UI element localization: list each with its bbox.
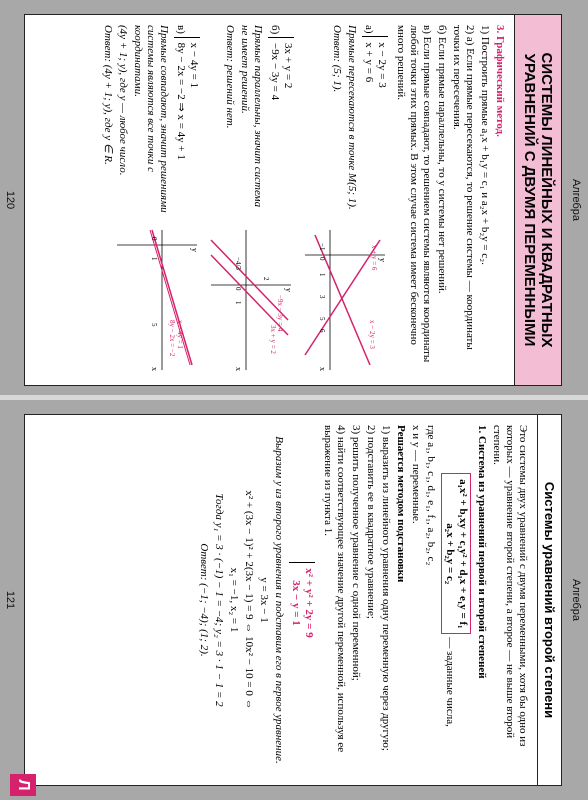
example-answer: Ответ: (−1; −4); (1; 2). xyxy=(198,543,210,657)
example-note: Выразим y из второго уравнения и подставим его в первое уравнение. xyxy=(273,436,285,764)
tick-label: −1 xyxy=(318,243,326,251)
page-number: 120 xyxy=(4,190,16,210)
equation: a₁x² + b₁xy + c₁y² + d₁x + e₁y = f₁ xyxy=(457,479,469,629)
second-degree-section xyxy=(189,415,537,785)
substitution-result: ⇒ x = 4y + 1 xyxy=(175,102,187,160)
line-1-label: x − 4y = 1 xyxy=(176,320,184,349)
line-2-label: −9x − 3y = 4 xyxy=(276,295,284,332)
equation: x² + y² + 2y = 9 xyxy=(303,568,315,638)
example-step: Тогда y₁ = 3 · (−1) − 1 = −4; y₂ = 3 · 1 − 1 = 2 xyxy=(213,493,225,707)
example-step: x² + (3x − 1)² + 2(3x − 1) = 9 ⇔ 10x² − 10 = 0 ⇔ xyxy=(243,490,255,710)
method-title: Графический метод. xyxy=(494,36,506,137)
running-head: Алгебра xyxy=(570,578,582,622)
tick-label: 0 xyxy=(234,287,242,291)
method-step-4: 4) найти соответствующее значение другой переменной, используя ее выражение из пункта 1. xyxy=(322,425,347,753)
running-head: Алгебра xyxy=(570,178,582,222)
equation: −9x − 3y = 4 xyxy=(269,43,281,101)
variables-text: x и y — переменные. xyxy=(410,425,422,524)
method-step-1: 1) выразить из линейного уравнения одну переменную через другую; xyxy=(380,425,392,751)
tick-label: 1 xyxy=(318,273,326,277)
subsection-title: 1. Система из уравнений первой и второй степеней xyxy=(476,425,488,679)
tick-label: 6 xyxy=(318,329,326,333)
equation: 3x + y = 2 xyxy=(282,43,294,89)
method-section xyxy=(93,15,514,385)
equation: a₂x + b₂y = c₂ xyxy=(444,523,456,585)
equation: x − 2y = 3 xyxy=(376,42,388,88)
example-step: x₁ = −1, x₂ = 1 xyxy=(228,567,240,633)
line-2-label: 8y − 2x = −2 xyxy=(168,320,176,357)
example-note: Прямые совпадают, значит решениями системы являются все точки с координатами. xyxy=(132,25,170,213)
system-note: — заданные числа, xyxy=(444,637,456,727)
axis-label-y: y xyxy=(284,288,293,292)
page-number: 121 xyxy=(4,590,16,610)
tick-label: 5 xyxy=(150,323,158,327)
equation: 3x − y = 1 xyxy=(290,580,302,626)
example-system xyxy=(289,562,315,637)
tick-label: 1 xyxy=(234,301,242,305)
equation-system xyxy=(362,36,388,87)
method-step-2: 2) подставить ее в квадратное уравнение; xyxy=(365,425,377,619)
content-frame xyxy=(24,14,562,386)
equation-system xyxy=(268,37,294,100)
section-header: Системы уравнений второй степени xyxy=(537,415,561,785)
method-step-3: 3) решить полученное уравнение с одной переменной; xyxy=(350,425,362,681)
axis-label-y: y xyxy=(190,248,199,252)
intro-text: Это системы двух уравнений с двумя переменными, хотя бы одно из которых — уравнение второй степени, а второе — не выше второй степени. xyxy=(491,425,529,747)
example-b xyxy=(206,25,296,375)
example-c xyxy=(99,25,202,375)
example-note: Прямые параллельны, значит система не имеет решений. xyxy=(239,25,264,208)
graph-c xyxy=(112,225,202,375)
publisher-logo: Л xyxy=(10,774,36,796)
line-1-label: 3x + y = 2 xyxy=(269,325,277,354)
coefficients-text: где a₁, b₁, c₁, d₁, e₁, f₁, a₂, b₂, c₂ xyxy=(425,425,437,566)
line-2-label: x + y = 6 xyxy=(370,245,378,271)
tick-label: 0 xyxy=(318,257,326,261)
example-answer: Ответ: решений нет. xyxy=(224,25,236,129)
method-number: 3. xyxy=(494,25,506,34)
step-2a: 2) а) Если прямые пересекаются, то решение системы — координаты точки их пересечения. xyxy=(451,25,476,350)
example-step: y = 3x − 1 xyxy=(258,577,270,623)
step-1: 1) Построить прямые a₁x + b₁y = c₁ и a₂x + b₂y = c₂. xyxy=(479,25,491,265)
tick-label: 1 xyxy=(150,257,158,261)
example-label: б) xyxy=(269,25,281,35)
parameter-solution: (4y + 1; y), где y — любое число. xyxy=(117,25,129,176)
axis-label-x: x xyxy=(150,367,159,371)
axis-label-x: x xyxy=(234,367,243,371)
tick-label: 2 xyxy=(262,277,270,281)
example-note: Прямые пересекаются в точке M(5; 1). xyxy=(346,25,358,210)
example-answer: Ответ: (4y + 1; y), где y ∈ R. xyxy=(102,25,114,165)
tick-label: −4/3 xyxy=(234,257,242,270)
graph-b xyxy=(206,225,296,375)
equation: x + y = 6 xyxy=(363,42,375,83)
general-system xyxy=(441,473,471,634)
step-2b: б) Если прямые параллельны, то у системы нет решений. xyxy=(436,25,448,294)
axis-label-x: x xyxy=(318,367,327,371)
content-frame xyxy=(24,414,562,786)
line-1-label: x − 2y = 3 xyxy=(368,320,376,349)
example-answer: Ответ: (5; 1). xyxy=(331,25,343,93)
equation: x − 4y = 1 xyxy=(188,42,200,89)
page-title: СИСТЕМЫ ЛИНЕЙНЫХ И КВАДРАТНЫХ УРАВНЕНИЙ С ДВУМЯ ПЕРЕМЕННЫМИ xyxy=(514,15,561,385)
axis-label-y: y xyxy=(378,258,387,262)
tick-label: 3 xyxy=(318,295,326,299)
equation: 8y − 2x = −2 xyxy=(175,42,187,100)
example-label: а) xyxy=(363,25,375,34)
equation-system xyxy=(174,37,200,100)
right-page xyxy=(0,400,588,800)
method-title: Решается методом подстановки xyxy=(395,425,407,583)
graph-a xyxy=(300,225,390,375)
line-1 xyxy=(315,235,370,365)
step-2c: в) Если прямые совпадают, то решением системы являются координаты любой точки этих прямых. В этом случае система имеет бесконечно много решений. xyxy=(395,25,433,363)
tick-label: 5 xyxy=(318,317,326,321)
tick-label: 0 xyxy=(150,237,158,241)
example-a xyxy=(300,25,390,375)
example-label: в) xyxy=(175,25,187,34)
